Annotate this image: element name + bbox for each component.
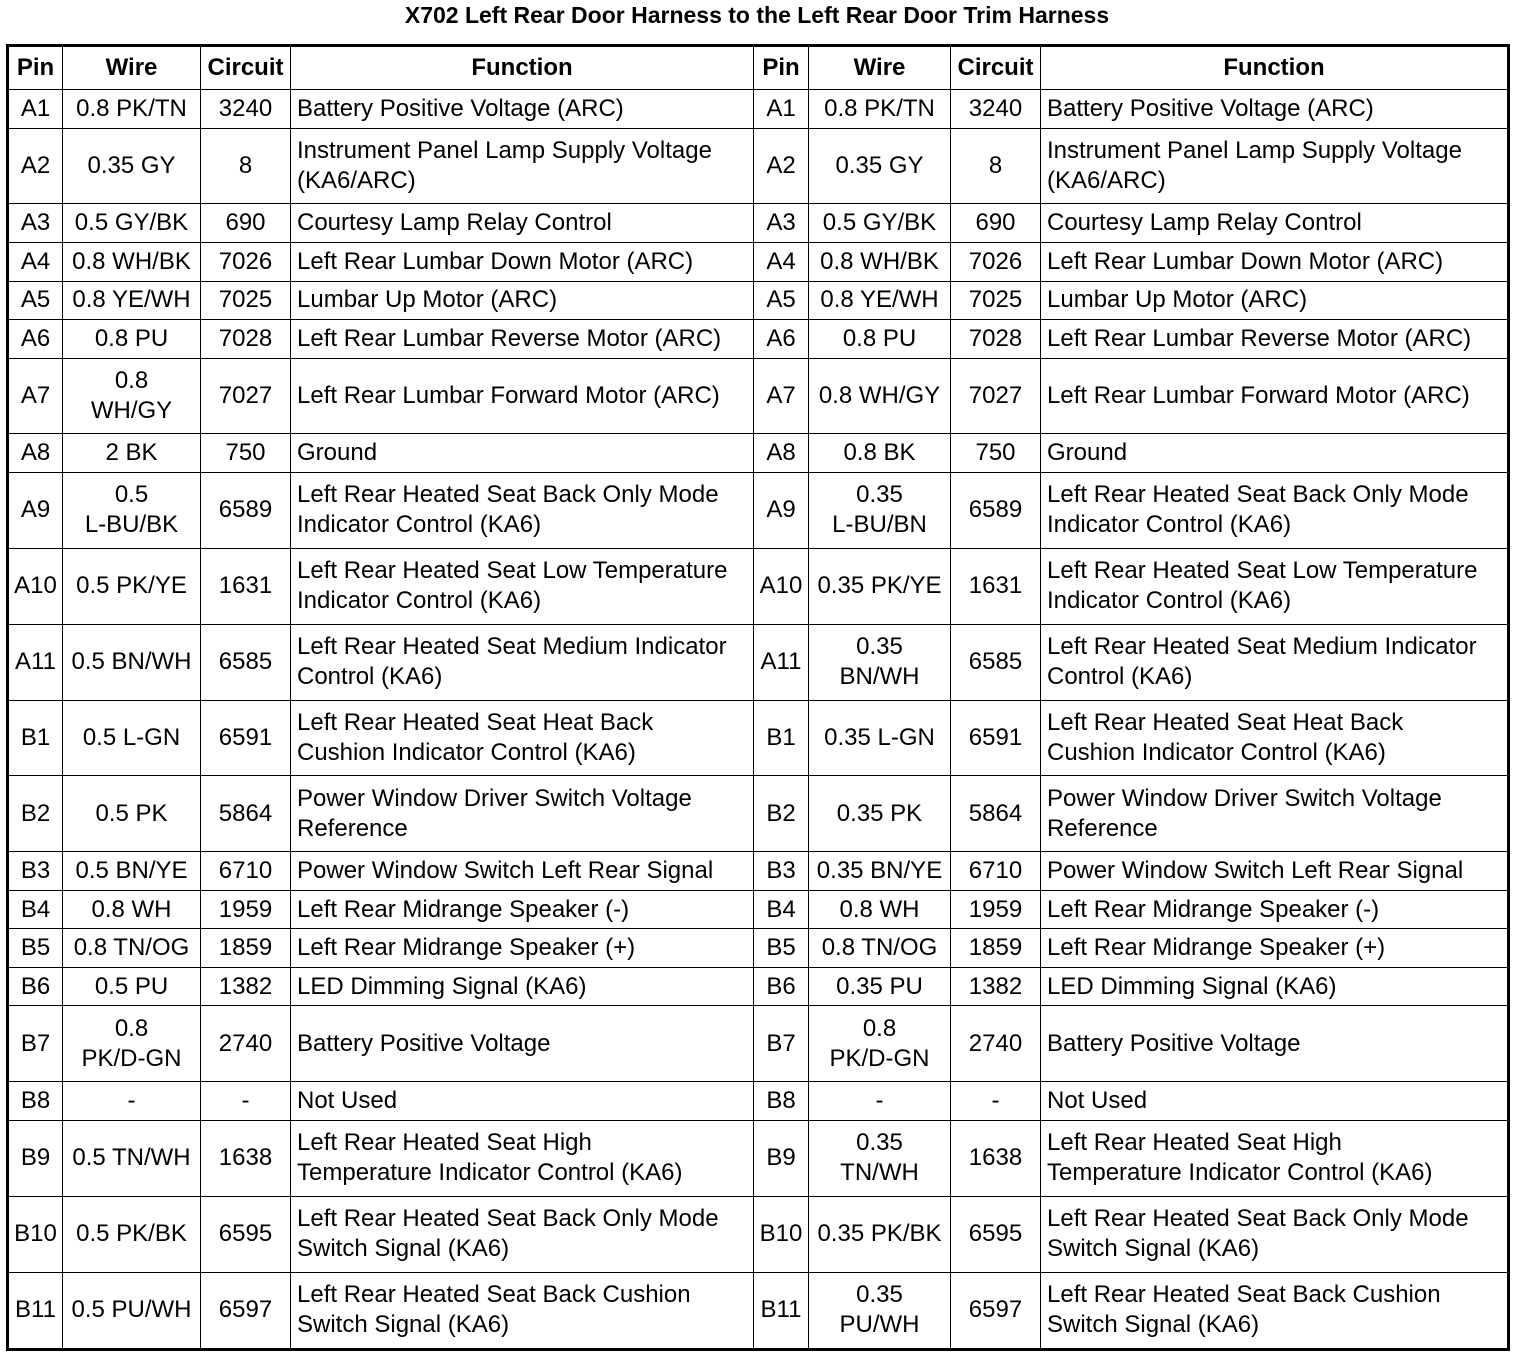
pin-cell: B1 bbox=[754, 700, 809, 776]
wire-cell: 0.5 PK/YE bbox=[63, 548, 201, 624]
circuit-cell: 2740 bbox=[201, 1006, 291, 1082]
pin-cell: B6 bbox=[754, 967, 809, 1006]
circuit-cell: 3240 bbox=[951, 90, 1041, 129]
function-cell: Not Used bbox=[1041, 1082, 1509, 1121]
circuit-cell: 3240 bbox=[201, 90, 291, 129]
wire-cell: 0.5 BN/YE bbox=[63, 852, 201, 891]
pin-cell: B4 bbox=[8, 890, 63, 929]
circuit-cell: 1959 bbox=[951, 890, 1041, 929]
wire-cell: 0.35 GY bbox=[809, 128, 951, 204]
pin-cell: B6 bbox=[8, 967, 63, 1006]
circuit-cell: 6595 bbox=[951, 1196, 1041, 1272]
pin-cell: B5 bbox=[754, 929, 809, 968]
pin-cell: A10 bbox=[754, 548, 809, 624]
wire-cell: 0.5 TN/WH bbox=[63, 1120, 201, 1196]
pin-cell: B5 bbox=[8, 929, 63, 968]
wire-cell: 0.8 WH bbox=[63, 890, 201, 929]
wire-cell: 0.5 BN/WH bbox=[63, 624, 201, 700]
circuit-cell: 1382 bbox=[201, 967, 291, 1006]
circuit-cell: 1859 bbox=[951, 929, 1041, 968]
wire-cell: 0.5 PK bbox=[63, 776, 201, 852]
pin-cell: A2 bbox=[754, 128, 809, 204]
wire-cell: 0.5 PU/WH bbox=[63, 1272, 201, 1349]
pin-cell: A2 bbox=[8, 128, 63, 204]
circuit-cell: 1638 bbox=[201, 1120, 291, 1196]
table-row bbox=[8, 967, 1509, 1006]
header-row bbox=[8, 46, 1509, 90]
pin-cell: A5 bbox=[8, 281, 63, 320]
header-wire: Wire bbox=[809, 46, 951, 90]
circuit-cell: 1631 bbox=[951, 548, 1041, 624]
pin-cell: A7 bbox=[754, 358, 809, 434]
function-cell: Left Rear Lumbar Forward Motor (ARC) bbox=[1041, 358, 1509, 434]
wire-cell: 0.35 PK/YE bbox=[809, 548, 951, 624]
function-cell: Left Rear Heated Seat Heat Back Cushion Indicator Control (KA6) bbox=[291, 700, 754, 776]
table-row bbox=[8, 1082, 1509, 1121]
page-title: X702 Left Rear Door Harness to the Left Rear Door Trim Harness bbox=[404, 2, 1110, 28]
wire-cell: 0.35 L-BU/BN bbox=[809, 473, 951, 549]
function-cell: Left Rear Lumbar Reverse Motor (ARC) bbox=[1041, 320, 1509, 359]
function-cell: LED Dimming Signal (KA6) bbox=[1041, 967, 1509, 1006]
function-cell: Ground bbox=[1041, 434, 1509, 473]
function-cell: Lumbar Up Motor (ARC) bbox=[291, 281, 754, 320]
pin-cell: B10 bbox=[754, 1196, 809, 1272]
function-cell: Left Rear Heated Seat Back Only Mode Indicator Control (KA6) bbox=[291, 473, 754, 549]
header-circuit: Circuit bbox=[951, 46, 1041, 90]
table-row bbox=[8, 852, 1509, 891]
wire-cell: 0.35 BN/YE bbox=[809, 852, 951, 891]
wire-cell: 0.8 PU bbox=[809, 320, 951, 359]
wire-cell: 0.35 PK/BK bbox=[809, 1196, 951, 1272]
circuit-cell: 2740 bbox=[951, 1006, 1041, 1082]
circuit-cell: - bbox=[951, 1082, 1041, 1121]
pin-cell: A11 bbox=[754, 624, 809, 700]
pin-cell: A8 bbox=[754, 434, 809, 473]
wire-cell: 0.35 PU bbox=[809, 967, 951, 1006]
table-row bbox=[8, 434, 1509, 473]
circuit-cell: 8 bbox=[951, 128, 1041, 204]
function-cell: Left Rear Midrange Speaker (+) bbox=[1041, 929, 1509, 968]
circuit-cell: 6585 bbox=[201, 624, 291, 700]
wire-cell: 0.35 PK bbox=[809, 776, 951, 852]
circuit-cell: 7028 bbox=[951, 320, 1041, 359]
wire-cell: 0.8 PK/TN bbox=[809, 90, 951, 129]
function-cell: Left Rear Lumbar Reverse Motor (ARC) bbox=[291, 320, 754, 359]
pin-cell: A9 bbox=[8, 473, 63, 549]
pin-cell: A4 bbox=[8, 242, 63, 281]
function-cell: Courtesy Lamp Relay Control bbox=[1041, 204, 1509, 243]
function-cell: Instrument Panel Lamp Supply Voltage (KA6/ARC) bbox=[291, 128, 754, 204]
function-cell: Left Rear Heated Seat Low Temperature Indicator Control (KA6) bbox=[1041, 548, 1509, 624]
function-cell: Left Rear Lumbar Down Motor (ARC) bbox=[291, 242, 754, 281]
wire-cell: 0.8 PK/D-GN bbox=[809, 1006, 951, 1082]
pin-cell: B2 bbox=[8, 776, 63, 852]
function-cell: Left Rear Heated Seat Back Only Mode Switch Signal (KA6) bbox=[1041, 1196, 1509, 1272]
circuit-cell: 7028 bbox=[201, 320, 291, 359]
wire-cell: 0.35 PU/WH bbox=[809, 1272, 951, 1349]
pin-cell: B1 bbox=[8, 700, 63, 776]
pin-cell: A3 bbox=[754, 204, 809, 243]
pin-cell: B3 bbox=[754, 852, 809, 891]
pin-cell: B2 bbox=[754, 776, 809, 852]
table-row bbox=[8, 1196, 1509, 1272]
circuit-cell: 6591 bbox=[951, 700, 1041, 776]
header-pin: Pin bbox=[754, 46, 809, 90]
wire-cell: 0.5 GY/BK bbox=[63, 204, 201, 243]
function-cell: Battery Positive Voltage (ARC) bbox=[1041, 90, 1509, 129]
pin-cell: A9 bbox=[754, 473, 809, 549]
function-cell: Left Rear Heated Seat Medium Indicator Control (KA6) bbox=[291, 624, 754, 700]
pin-cell: A5 bbox=[754, 281, 809, 320]
pin-cell: A7 bbox=[8, 358, 63, 434]
circuit-cell: 7026 bbox=[951, 242, 1041, 281]
function-cell: Power Window Driver Switch Voltage Reference bbox=[291, 776, 754, 852]
wire-cell: 0.8 WH/GY bbox=[63, 358, 201, 434]
wire-cell: 0.8 WH/GY bbox=[809, 358, 951, 434]
pin-cell: A8 bbox=[8, 434, 63, 473]
wire-cell: 0.35 BN/WH bbox=[809, 624, 951, 700]
wire-cell: 0.5 L-BU/BK bbox=[63, 473, 201, 549]
circuit-cell: 5864 bbox=[201, 776, 291, 852]
pin-cell: A3 bbox=[8, 204, 63, 243]
function-cell: Instrument Panel Lamp Supply Voltage (KA6/ARC) bbox=[1041, 128, 1509, 204]
circuit-cell: 1631 bbox=[201, 548, 291, 624]
circuit-cell: 1959 bbox=[201, 890, 291, 929]
function-cell: Left Rear Heated Seat Back Only Mode Switch Signal (KA6) bbox=[291, 1196, 754, 1272]
circuit-cell: 750 bbox=[951, 434, 1041, 473]
header-function: Function bbox=[1041, 46, 1509, 90]
wire-cell: 0.5 GY/BK bbox=[809, 204, 951, 243]
function-cell: Left Rear Lumbar Down Motor (ARC) bbox=[1041, 242, 1509, 281]
pin-cell: A10 bbox=[8, 548, 63, 624]
circuit-cell: 6585 bbox=[951, 624, 1041, 700]
wire-cell: 0.35 L-GN bbox=[809, 700, 951, 776]
table-row bbox=[8, 358, 1509, 434]
table-row bbox=[8, 1006, 1509, 1082]
wire-cell: 2 BK bbox=[63, 434, 201, 473]
header-pin: Pin bbox=[8, 46, 63, 90]
table-row bbox=[8, 776, 1509, 852]
wire-cell: 0.8 WH/BK bbox=[63, 242, 201, 281]
table-row bbox=[8, 281, 1509, 320]
function-cell: Power Window Driver Switch Voltage Reference bbox=[1041, 776, 1509, 852]
wire-cell: - bbox=[809, 1082, 951, 1121]
wire-cell: 0.35 TN/WH bbox=[809, 1120, 951, 1196]
wire-cell: 0.8 TN/OG bbox=[63, 929, 201, 968]
pin-cell: B3 bbox=[8, 852, 63, 891]
function-cell: Left Rear Heated Seat Heat Back Cushion Indicator Control (KA6) bbox=[1041, 700, 1509, 776]
wire-cell: 0.5 L-GN bbox=[63, 700, 201, 776]
wire-cell: 0.8 WH/BK bbox=[809, 242, 951, 281]
pin-cell: A6 bbox=[754, 320, 809, 359]
circuit-cell: 1859 bbox=[201, 929, 291, 968]
table-row bbox=[8, 548, 1509, 624]
circuit-cell: 6589 bbox=[201, 473, 291, 549]
pin-cell: A6 bbox=[8, 320, 63, 359]
pin-cell: A4 bbox=[754, 242, 809, 281]
function-cell: Left Rear Heated Seat Low Temperature Indicator Control (KA6) bbox=[291, 548, 754, 624]
wire-cell: 0.8 PU bbox=[63, 320, 201, 359]
circuit-cell: 7026 bbox=[201, 242, 291, 281]
circuit-cell: 7027 bbox=[201, 358, 291, 434]
circuit-cell: 5864 bbox=[951, 776, 1041, 852]
function-cell: Left Rear Heated Seat Back Cushion Switch Signal (KA6) bbox=[291, 1272, 754, 1349]
function-cell: Not Used bbox=[291, 1082, 754, 1121]
wire-cell: 0.8 PK/TN bbox=[63, 90, 201, 129]
function-cell: Battery Positive Voltage (ARC) bbox=[291, 90, 754, 129]
circuit-cell: 8 bbox=[201, 128, 291, 204]
circuit-cell: 1382 bbox=[951, 967, 1041, 1006]
function-cell: Battery Positive Voltage bbox=[291, 1006, 754, 1082]
function-cell: Left Rear Heated Seat High Temperature Indicator Control (KA6) bbox=[1041, 1120, 1509, 1196]
wire-cell: 0.8 BK bbox=[809, 434, 951, 473]
circuit-cell: 6597 bbox=[201, 1272, 291, 1349]
pin-cell: B11 bbox=[754, 1272, 809, 1349]
table-row bbox=[8, 1272, 1509, 1349]
circuit-cell: 6597 bbox=[951, 1272, 1041, 1349]
wire-cell: 0.8 PK/D-GN bbox=[63, 1006, 201, 1082]
function-cell: Left Rear Midrange Speaker (-) bbox=[291, 890, 754, 929]
function-cell: Left Rear Heated Seat Medium Indicator Control (KA6) bbox=[1041, 624, 1509, 700]
wire-cell: 0.8 YE/WH bbox=[63, 281, 201, 320]
function-cell: Left Rear Heated Seat Back Cushion Switch Signal (KA6) bbox=[1041, 1272, 1509, 1349]
circuit-cell: 750 bbox=[201, 434, 291, 473]
circuit-cell: 7027 bbox=[951, 358, 1041, 434]
table-row bbox=[8, 890, 1509, 929]
circuit-cell: 6591 bbox=[201, 700, 291, 776]
pin-cell: A11 bbox=[8, 624, 63, 700]
wire-cell: - bbox=[63, 1082, 201, 1121]
circuit-cell: 6595 bbox=[201, 1196, 291, 1272]
table-row bbox=[8, 929, 1509, 968]
function-cell: Ground bbox=[291, 434, 754, 473]
pin-cell: B8 bbox=[8, 1082, 63, 1121]
table-row bbox=[8, 90, 1509, 129]
connector-table bbox=[6, 44, 1510, 1351]
function-cell: Power Window Switch Left Rear Signal bbox=[1041, 852, 1509, 891]
wire-cell: 0.8 WH bbox=[809, 890, 951, 929]
function-cell: LED Dimming Signal (KA6) bbox=[291, 967, 754, 1006]
table-row bbox=[8, 320, 1509, 359]
wire-cell: 0.35 GY bbox=[63, 128, 201, 204]
function-cell: Left Rear Lumbar Forward Motor (ARC) bbox=[291, 358, 754, 434]
table-row bbox=[8, 242, 1509, 281]
pin-cell: B4 bbox=[754, 890, 809, 929]
wire-cell: 0.8 YE/WH bbox=[809, 281, 951, 320]
pin-cell: B7 bbox=[8, 1006, 63, 1082]
circuit-cell: 6589 bbox=[951, 473, 1041, 549]
function-cell: Left Rear Midrange Speaker (-) bbox=[1041, 890, 1509, 929]
table-row bbox=[8, 204, 1509, 243]
pin-cell: B11 bbox=[8, 1272, 63, 1349]
circuit-cell: 7025 bbox=[201, 281, 291, 320]
function-cell: Left Rear Midrange Speaker (+) bbox=[291, 929, 754, 968]
pin-cell: B9 bbox=[8, 1120, 63, 1196]
pin-cell: B8 bbox=[754, 1082, 809, 1121]
pin-cell: B10 bbox=[8, 1196, 63, 1272]
function-cell: Left Rear Heated Seat High Temperature Indicator Control (KA6) bbox=[291, 1120, 754, 1196]
function-cell: Battery Positive Voltage bbox=[1041, 1006, 1509, 1082]
function-cell: Power Window Switch Left Rear Signal bbox=[291, 852, 754, 891]
table-row bbox=[8, 473, 1509, 549]
table-row bbox=[8, 624, 1509, 700]
circuit-cell: 690 bbox=[951, 204, 1041, 243]
circuit-cell: 7025 bbox=[951, 281, 1041, 320]
table-row bbox=[8, 128, 1509, 204]
function-cell: Courtesy Lamp Relay Control bbox=[291, 204, 754, 243]
wire-cell: 0.8 TN/OG bbox=[809, 929, 951, 968]
table-row bbox=[8, 1120, 1509, 1196]
header-function: Function bbox=[291, 46, 754, 90]
header-circuit: Circuit bbox=[201, 46, 291, 90]
wire-cell: 0.5 PU bbox=[63, 967, 201, 1006]
pin-cell: A1 bbox=[8, 90, 63, 129]
circuit-cell: 690 bbox=[201, 204, 291, 243]
circuit-cell: 6710 bbox=[201, 852, 291, 891]
circuit-cell: - bbox=[201, 1082, 291, 1121]
pin-cell: A1 bbox=[754, 90, 809, 129]
function-cell: Lumbar Up Motor (ARC) bbox=[1041, 281, 1509, 320]
pin-cell: B7 bbox=[754, 1006, 809, 1082]
wire-cell: 0.5 PK/BK bbox=[63, 1196, 201, 1272]
table-row bbox=[8, 700, 1509, 776]
circuit-cell: 6710 bbox=[951, 852, 1041, 891]
function-cell: Left Rear Heated Seat Back Only Mode Indicator Control (KA6) bbox=[1041, 473, 1509, 549]
circuit-cell: 1638 bbox=[951, 1120, 1041, 1196]
header-wire: Wire bbox=[63, 46, 201, 90]
pin-cell: B9 bbox=[754, 1120, 809, 1196]
